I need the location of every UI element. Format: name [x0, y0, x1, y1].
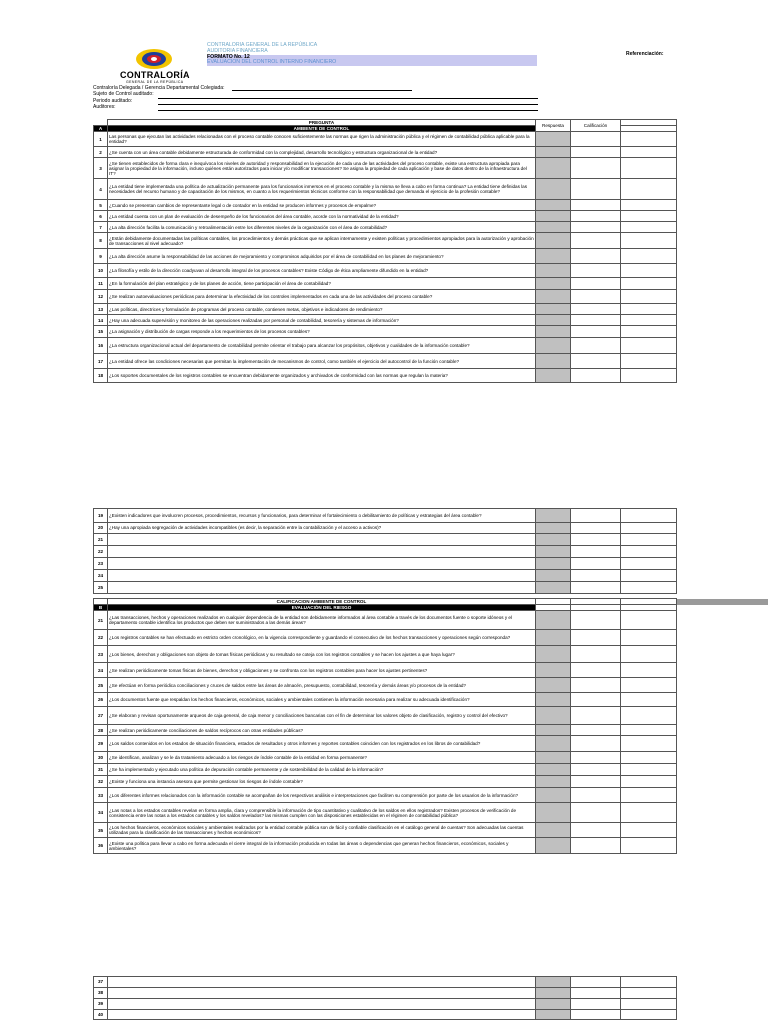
calificacion-cell[interactable] — [571, 315, 621, 326]
calificacion-cell[interactable] — [571, 523, 621, 534]
calificacion-cell[interactable] — [571, 788, 621, 803]
delegada-label: Contraloría Delegada / Gerencia Departamental Colegiada: — [93, 85, 225, 91]
question-number: 26 — [94, 693, 108, 707]
table-row — [94, 315, 677, 326]
question-number: 23 — [94, 646, 108, 663]
respuesta-cell[interactable] — [536, 663, 571, 678]
table-row — [94, 752, 677, 764]
gray-band — [676, 599, 768, 605]
question-text: ¿Se realizan periódicamente tomas físicas de bienes, derechos y obligaciones y se confronta con los registros contables para hacer los ajustes pertinentes? — [108, 663, 536, 678]
calificacion-cell[interactable] — [571, 988, 621, 999]
calificacion-cell[interactable] — [571, 369, 621, 383]
table-row — [94, 1010, 677, 1020]
table-row — [94, 354, 677, 369]
calificacion-cell[interactable] — [571, 630, 621, 646]
table-row — [94, 158, 677, 179]
question-number: 36 — [94, 838, 108, 854]
calificacion-cell[interactable] — [571, 736, 621, 752]
question-text — [108, 534, 536, 546]
question-text: ¿La entidad ofrece las condiciones necesarias que permitan la implementación de mecanismos de control, como también el ejercicio del autocontrol de la función contable? — [108, 354, 536, 369]
question-text: ¿Los soportes documentales de los registros contables se encuentran debidamente organizados y archivados de conformidad con las normas que regulan la materia? — [108, 369, 536, 383]
question-text: ¿Hay una apropiada segregación de actividades incompatibles (es decir, la separación entre la contabilización y el acceso a activos)? — [108, 523, 536, 534]
respuesta-cell[interactable] — [536, 725, 571, 736]
question-text: ¿Hay una adecuada supervisión y monitoreo de las operaciones realizadas por personal de contabilidad, tesorería y sistemas de información? — [108, 315, 536, 326]
respuesta-cell[interactable] — [536, 546, 571, 558]
respuesta-cell[interactable] — [536, 788, 571, 803]
calificacion-cell[interactable] — [571, 558, 621, 570]
question-number: 23 — [94, 558, 108, 570]
respuesta-cell[interactable] — [536, 752, 571, 764]
question-number: 2 — [94, 147, 108, 158]
calificacion-cell[interactable] — [571, 290, 621, 304]
question-text: ¿Se realizan autoevaluaciones periódicas para determinar la efectividad de los controles implementados en cada una de las actividades del proceso contable? — [108, 290, 536, 304]
section-b-letter: B — [94, 605, 108, 611]
respuesta-cell[interactable] — [536, 179, 571, 200]
question-number: 25 — [94, 582, 108, 594]
calificacion-cell[interactable] — [571, 132, 621, 147]
table-row — [94, 693, 677, 707]
table-row — [94, 546, 677, 558]
respuesta-cell[interactable] — [536, 678, 571, 693]
calificacion-cell[interactable] — [571, 534, 621, 546]
question-text: ¿La estructura organizacional actual del departamento de contabilidad permite orientar el trabajo para alcanzar los propósitos, objetivos y cualidades de la información contable? — [108, 338, 536, 354]
respuesta-cell[interactable] — [536, 278, 571, 290]
question-number: 31 — [94, 764, 108, 776]
question-number: 38 — [94, 988, 108, 999]
question-number: 32 — [94, 776, 108, 788]
question-number: 18 — [94, 369, 108, 383]
table-section-a — [93, 119, 677, 383]
respuesta-cell[interactable] — [536, 977, 571, 988]
periodo-label: Periodo auditado: — [93, 97, 133, 104]
org-line-1: CONTRALORIA GENERAL DE LA REPÚBLICA — [207, 42, 318, 48]
sujeto-label: Sujeto de Control auditado: — [93, 91, 154, 98]
question-text: ¿Existe y funciona una instancia asesora que permite gestionar los riesgos de índole contable? — [108, 776, 536, 788]
table-row — [94, 803, 677, 823]
respuesta-cell[interactable] — [536, 132, 571, 147]
section-b-title: EVALUACIÓN DEL RIESGO — [108, 605, 536, 611]
question-text — [108, 988, 536, 999]
respuesta-cell[interactable] — [536, 290, 571, 304]
table-row — [94, 707, 677, 725]
question-text — [108, 558, 536, 570]
question-number: 39 — [94, 999, 108, 1010]
org-line-2: AUDITORIA FINANCIERA — [207, 47, 268, 54]
question-text: ¿Los diferentes informes relacionados con la información contable se acompañan de los respectivos análisis e interpretaciones que faciliten su comprensión por parte de los usuarios de la información? — [108, 788, 536, 803]
question-number: 3 — [94, 158, 108, 179]
table-row — [94, 211, 677, 222]
question-text: Las personas que ejecutan las actividades relacionadas con el proceso contable conocen suficientemente las normas que rigen la administración pública y el régimen de contabilidad pública aplicable para la entidad? — [108, 132, 536, 147]
question-text: ¿En la formulación del plan estratégico y de los planes de acción, tiene participación el área de contabilidad? — [108, 278, 536, 290]
respuesta-cell[interactable] — [536, 233, 571, 249]
table-section-b — [93, 598, 677, 854]
format-number: FORMATO No. 12 — [207, 55, 537, 61]
respuesta-cell[interactable] — [536, 304, 571, 315]
calificacion-cell[interactable] — [571, 838, 621, 854]
respuesta-cell[interactable] — [536, 200, 571, 211]
pregunta-header: PREGUNTA — [108, 120, 536, 126]
question-text: ¿Se identifican, analizan y se le da tratamiento adecuado a los riesgos de índole contable de la entidad en forma permanente? — [108, 752, 536, 764]
question-text: ¿Los hechos financieros, económicos sociales y ambientales realizados por la entidad contable pública son de fácil y confiable clasificación en el catálogo general de cuentas? Son adecuadas las cuentas utilizadas para la clasificación de las transacciones y hechos económicos? — [108, 823, 536, 838]
contraloria-logo — [114, 46, 194, 88]
calificacion-cell[interactable] — [571, 211, 621, 222]
respuesta-cell[interactable] — [536, 611, 571, 630]
respuesta-cell[interactable] — [536, 999, 571, 1010]
calificacion-cell[interactable] — [571, 1010, 621, 1020]
respuesta-cell[interactable] — [536, 736, 571, 752]
question-text: ¿Se realizan periódicamente conciliaciones de saldos recíprocos con otras entidades públicas? — [108, 725, 536, 736]
respuesta-cell[interactable] — [536, 988, 571, 999]
table-row — [94, 838, 677, 854]
table-row — [94, 278, 677, 290]
respuesta-cell[interactable] — [536, 823, 571, 838]
section-a-title: AMBIENTE DE CONTROL — [108, 126, 536, 132]
question-text: ¿La entidad tiene implementada una política de actualización permanente para los funcionarios inmersos en el proceso contable y la misma se lleva a cabo en forma continua? La entidad tiene definidas las necesidades del recurso humano y de capacitación de los mismos, en cuanto a los requerimientos técnicos conforme con la responsabilidad que demanda el ejercicio de la profesión contable? — [108, 179, 536, 200]
referencing-label: Referenciación: — [626, 51, 664, 57]
calificacion-header: Calificación — [571, 120, 621, 132]
table-row — [94, 788, 677, 803]
calificacion-cell[interactable] — [571, 776, 621, 788]
calificacion-cell[interactable] — [571, 977, 621, 988]
question-number: 40 — [94, 1010, 108, 1020]
question-number: 16 — [94, 338, 108, 354]
question-number: 6 — [94, 211, 108, 222]
respuesta-cell[interactable] — [536, 369, 571, 383]
question-number: 35 — [94, 823, 108, 838]
question-number: 9 — [94, 249, 108, 264]
question-text: ¿Están debidamente documentadas las políticas contables, los procedimientos y demás prácticas que se aplican internamente y existen políticas y procedimientos apropiados para la autorización y aprobación de transacciones al nivel adecuado? — [108, 233, 536, 249]
question-text: ¿Los documentos fuente que respaldan los hechos financieros, económicos, sociales y ambientales contienen la información necesaria para realizar su adecuada identificación? — [108, 693, 536, 707]
question-number: 14 — [94, 315, 108, 326]
calificacion-cell[interactable] — [571, 546, 621, 558]
table-row — [94, 611, 677, 630]
respuesta-cell[interactable] — [536, 249, 571, 264]
question-number: 12 — [94, 290, 108, 304]
question-text: ¿Se efectúan en forma periódica conciliaciones y cruces de saldos entre las áreas de almacén, presupuesto, contabilidad, tesorería y demás áreas y/o procesos de la entidad? — [108, 678, 536, 693]
calificacion-cell[interactable] — [571, 693, 621, 707]
table-row — [94, 678, 677, 693]
question-text: ¿Existe una política para llevar a cabo en forma adecuada el cierre integral de la información producida en todas las áreas o dependencias que generan hechos financieros, económicos, sociales y ambientales? — [108, 838, 536, 854]
table-row — [94, 249, 677, 264]
table-row — [94, 823, 677, 838]
calificacion-cell[interactable] — [571, 249, 621, 264]
respuesta-cell[interactable] — [536, 326, 571, 338]
respuesta-cell[interactable] — [536, 582, 571, 594]
question-number: 7 — [94, 222, 108, 233]
table-row — [94, 646, 677, 663]
calificacion-cell[interactable] — [571, 326, 621, 338]
question-number: 29 — [94, 736, 108, 752]
respuesta-cell[interactable] — [536, 630, 571, 646]
calificacion-cell[interactable] — [571, 764, 621, 776]
question-text: ¿Se ha implementado y ejecutado una política de depuración contable permanente y de sostenibilidad de la calidad de la información? — [108, 764, 536, 776]
respuesta-cell[interactable] — [536, 534, 571, 546]
section-a-total-label: CALIFICACION AMBIENTE DE CONTROL — [108, 599, 536, 605]
delegada-line[interactable] — [232, 90, 412, 91]
logo-text: CONTRALORÍA — [120, 70, 190, 80]
calificacion-cell[interactable] — [571, 509, 621, 523]
question-text — [108, 582, 536, 594]
calificacion-cell[interactable] — [571, 663, 621, 678]
table-section-a-cont — [93, 508, 677, 594]
org-header — [207, 43, 537, 66]
table-row — [94, 200, 677, 211]
table-row — [94, 725, 677, 736]
question-text — [108, 999, 536, 1010]
table-row — [94, 663, 677, 678]
respuesta-cell[interactable] — [536, 211, 571, 222]
calificacion-cell[interactable] — [571, 147, 621, 158]
calificacion-cell[interactable] — [571, 158, 621, 179]
respuesta-header: Respuesta — [536, 120, 571, 132]
question-text: ¿Las notas a los estados contables revelan en forma amplia, clara y comprensible la información de tipo cuantitativo y cualitativo de los saldos en ellos registrados? Existen procesos de verificación de consistencia entre las notas a los estados contables y los saldos revelados? las mismas cumplen con las disposiciones establecidas en el régimen de contabilidad pública? — [108, 803, 536, 823]
question-number: 19 — [94, 509, 108, 523]
calificacion-cell[interactable] — [571, 999, 621, 1010]
table-row — [94, 290, 677, 304]
respuesta-cell[interactable] — [536, 570, 571, 582]
question-text: ¿Los registros contables se han efectuado en estricto orden cronológico, en la vigencia correspondiente y guardando el consecutivo de los hechos transacciones y operaciones según corresponda? — [108, 630, 536, 646]
respuesta-cell[interactable] — [536, 147, 571, 158]
question-number: 24 — [94, 570, 108, 582]
question-number: 13 — [94, 304, 108, 315]
question-text — [108, 977, 536, 988]
respuesta-cell[interactable] — [536, 509, 571, 523]
respuesta-cell[interactable] — [536, 338, 571, 354]
respuesta-cell[interactable] — [536, 707, 571, 725]
table-row — [94, 764, 677, 776]
question-text: ¿Se tienen establecidos de forma clara e inequívoca los niveles de autoridad y responsabilidad en la ejecución de cada una de las actividades del proceso contable, existe una estructura apropiada para asignar la propiedad de la información, incluso quiénes están autorizados para iniciar y/o modificar transacciones? Se asigna la propiedad de cada aplicación y base de datos dentro de la infraestructura del IT? — [108, 158, 536, 179]
question-text: ¿Existen indicadores que involucren procesos, procedimientos, recursos y funcionarios, para determinar el fortalecimiento o debilitamiento de políticas y estrategias del área contable? — [108, 509, 536, 523]
calificacion-cell[interactable] — [571, 338, 621, 354]
table-row — [94, 132, 677, 147]
section-a-letter: A — [94, 126, 108, 132]
question-text: ¿Los saldos contenidos en los estados de situación financiera, estados de resultados y otros informes y reportes contables coinciden con los registrados en los libros de contabilidad? — [108, 736, 536, 752]
question-number: 21 — [94, 611, 108, 630]
table-row — [94, 326, 677, 338]
question-text: ¿La entidad cuenta con un plan de evaluación de desempeño de los funcionarios del área contable, acorde con la normatividad de la entidad? — [108, 211, 536, 222]
question-number: 24 — [94, 663, 108, 678]
question-number: 17 — [94, 354, 108, 369]
table-row — [94, 776, 677, 788]
respuesta-cell[interactable] — [536, 315, 571, 326]
table-section-continued — [93, 976, 677, 1020]
calificacion-cell[interactable] — [571, 222, 621, 233]
table-row — [94, 630, 677, 646]
table-row — [94, 264, 677, 278]
question-number: 11 — [94, 278, 108, 290]
respuesta-cell[interactable] — [536, 158, 571, 179]
respuesta-cell[interactable] — [536, 523, 571, 534]
calificacion-cell[interactable] — [571, 233, 621, 249]
calificacion-cell[interactable] — [571, 752, 621, 764]
table-row — [94, 736, 677, 752]
calificacion-cell[interactable] — [571, 570, 621, 582]
question-number: 20 — [94, 523, 108, 534]
respuesta-cell[interactable] — [536, 764, 571, 776]
question-number: 34 — [94, 803, 108, 823]
periodo-line[interactable] — [158, 104, 538, 105]
question-text: ¿Los bienes, derechos y obligaciones son objeto de tomas físicas periódicas y su resultado se coteja con los registros contables y se hacen los ajustes a que haya lugar? — [108, 646, 536, 663]
table-row — [94, 509, 677, 523]
respuesta-cell[interactable] — [536, 558, 571, 570]
question-number: 25 — [94, 678, 108, 693]
question-number: 28 — [94, 725, 108, 736]
table-row — [94, 999, 677, 1010]
format-title: EVALUACION DEL CONTROL INTERNO FINANCIERO — [207, 60, 537, 66]
question-number: 30 — [94, 752, 108, 764]
question-number: 21 — [94, 534, 108, 546]
question-number: 1 — [94, 132, 108, 147]
question-text: ¿La asignación y distribución de cargas responde a los requerimientos de los procesos contables? — [108, 326, 536, 338]
table-row — [94, 977, 677, 988]
table-row — [94, 338, 677, 354]
table-row — [94, 570, 677, 582]
question-text: ¿La alta dirección asume la responsabilidad de las acciones de mejoramiento y compromisos adquiridos por el área de contabilidad en los planes de mejoramiento? — [108, 249, 536, 264]
table-row — [94, 558, 677, 570]
question-number: 27 — [94, 707, 108, 725]
calificacion-cell[interactable] — [571, 646, 621, 663]
sujeto-line[interactable] — [158, 98, 538, 99]
respuesta-cell[interactable] — [536, 264, 571, 278]
question-number: 10 — [94, 264, 108, 278]
respuesta-cell[interactable] — [536, 776, 571, 788]
table-row — [94, 523, 677, 534]
table-row — [94, 179, 677, 200]
respuesta-cell[interactable] — [536, 222, 571, 233]
table-row — [94, 582, 677, 594]
question-text: ¿Se cuenta con un área contable debidamente estructurada de conformidad con la complejidad, desarrollo tecnológico y estructura organizacional de la entidad? — [108, 147, 536, 158]
question-text: ¿Las transacciones, hechos y operaciones realizados en cualquier dependencia de la entidad son debidamente informados al área contable a través de los documentos fuente o soporte idóneos y el departamento contable identifica los productos que deben ser suministrados a las demás áreas? — [108, 611, 536, 630]
calificacion-cell[interactable] — [571, 200, 621, 211]
calificacion-cell[interactable] — [571, 278, 621, 290]
question-text: ¿La alta dirección facilita la comunicación y retroalimentación entre los diferentes niveles de la organización con el área de contabilidad? — [108, 222, 536, 233]
question-number: 22 — [94, 630, 108, 646]
question-number: 5 — [94, 200, 108, 211]
question-number: 22 — [94, 546, 108, 558]
calificacion-cell[interactable] — [571, 823, 621, 838]
calificacion-cell[interactable] — [571, 179, 621, 200]
respuesta-cell[interactable] — [536, 354, 571, 369]
question-number: 33 — [94, 788, 108, 803]
question-text: ¿La filosofía y estilo de la dirección coadyuvan al desarrollo integral de los procesos contables? Existe Código de ética ampliamente difundido en la entidad? — [108, 264, 536, 278]
calificacion-cell[interactable] — [571, 725, 621, 736]
respuesta-cell[interactable] — [536, 693, 571, 707]
calificacion-cell[interactable] — [571, 582, 621, 594]
auditores-line[interactable] — [158, 110, 538, 111]
question-text — [108, 546, 536, 558]
question-text — [108, 1010, 536, 1020]
table-row — [94, 369, 677, 383]
table-row — [94, 988, 677, 999]
respuesta-cell[interactable] — [536, 838, 571, 854]
calificacion-cell[interactable] — [571, 678, 621, 693]
question-number: 37 — [94, 977, 108, 988]
calificacion-cell[interactable] — [571, 304, 621, 315]
table-row — [94, 147, 677, 158]
respuesta-cell[interactable] — [536, 803, 571, 823]
calificacion-cell[interactable] — [571, 707, 621, 725]
table-row — [94, 534, 677, 546]
calificacion-cell[interactable] — [571, 611, 621, 630]
respuesta-cell[interactable] — [536, 1010, 571, 1020]
question-number: 15 — [94, 326, 108, 338]
calificacion-cell[interactable] — [571, 354, 621, 369]
question-text: ¿Las políticas, directrices y formulación de programas del proceso contable, contienen metas, objetivos e indicadores de rendimiento? — [108, 304, 536, 315]
table-row — [94, 304, 677, 315]
question-text — [108, 570, 536, 582]
question-number: 8 — [94, 233, 108, 249]
calificacion-cell[interactable] — [571, 264, 621, 278]
question-text: ¿Cuando se presentan cambios de representante legal o de contador en la entidad se producen informes y procesos de empalme? — [108, 200, 536, 211]
table-row — [94, 233, 677, 249]
question-text: ¿Se elaboran y revisan oportunamente arqueos de caja general, de caja menor y conciliaciones bancarias con el fin de determinar los valores objeto de clasificación, registro y control del efectivo? — [108, 707, 536, 725]
auditores-label: Auditores: — [93, 103, 116, 110]
respuesta-cell[interactable] — [536, 646, 571, 663]
table-row — [94, 222, 677, 233]
logo-subtext: GENERAL DE LA REPÚBLICA — [126, 80, 184, 84]
calificacion-cell[interactable] — [571, 803, 621, 823]
question-number: 4 — [94, 179, 108, 200]
